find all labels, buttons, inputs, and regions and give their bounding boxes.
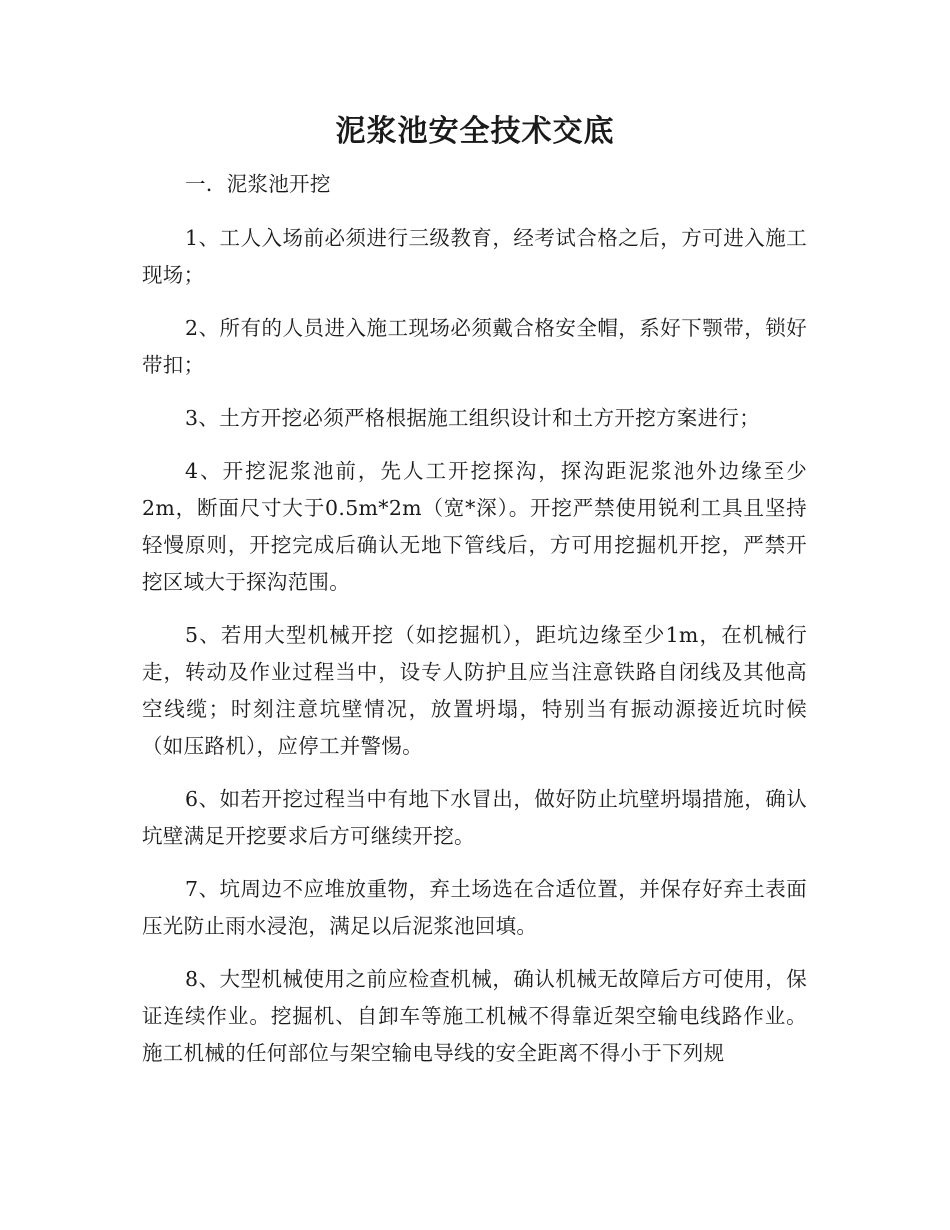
paragraph-8: 8、大型机械使用之前应检查机械，确认机械无故障后方可使用，保证连续作业。挖掘机、自卸车等施工机械不得靠近架空输电线路作业。施工机械的任何部位与架空输电导线的安全距离不得小于下列规 — [142, 967, 807, 1065]
paragraph-1: 1、工人入场前必须进行三级教育，经考试合格之后，方可进入施工现场； — [142, 226, 807, 287]
paragraph-3: 3、土方开挖必须严格根据施工组织设计和土方开挖方案进行； — [185, 406, 760, 430]
page-title: 泥浆池安全技术交底 — [335, 114, 615, 149]
document-body — [142, 166, 807, 1088]
paragraph-4: 4、开挖泥浆池前，先人工开挖探沟，探沟距泥浆池外边缘至少2m，断面尺寸大于0.5m*2m（宽*深）。开挖严禁使用锐利工具且坚持轻慢原则，开挖完成后确认无地下管线后，方可用挖掘机开挖，严禁开挖区域大于探沟范围。 — [142, 459, 807, 594]
paragraph-5: 5、若用大型机械开挖（如挖掘机），距坑边缘至少1m，在机械行走，转动及作业过程当中，设专人防护且应当注意铁路自闭线及其他高空线缆；时刻注意坑壁情况，放置坍塌，特别当有振动源接近坑时候（如压路机），应停工并警惕。 — [142, 623, 807, 758]
paragraph-6: 6、如若开挖过程当中有地下水冒出，做好防止坑壁坍塌措施，确认坑壁满足开挖要求后方可继续开挖。 — [142, 787, 807, 848]
section-heading: 一．泥浆池开挖 — [185, 172, 331, 196]
paragraph-2: 2、所有的人员进入施工现场必须戴合格安全帽，系好下颚带，锁好带扣； — [142, 316, 807, 377]
paragraph-7: 7、坑周边不应堆放重物，弃土场选在合适位置，并保存好弃土表面压光防止雨水浸泡，满足以后泥浆池回填。 — [142, 877, 807, 938]
